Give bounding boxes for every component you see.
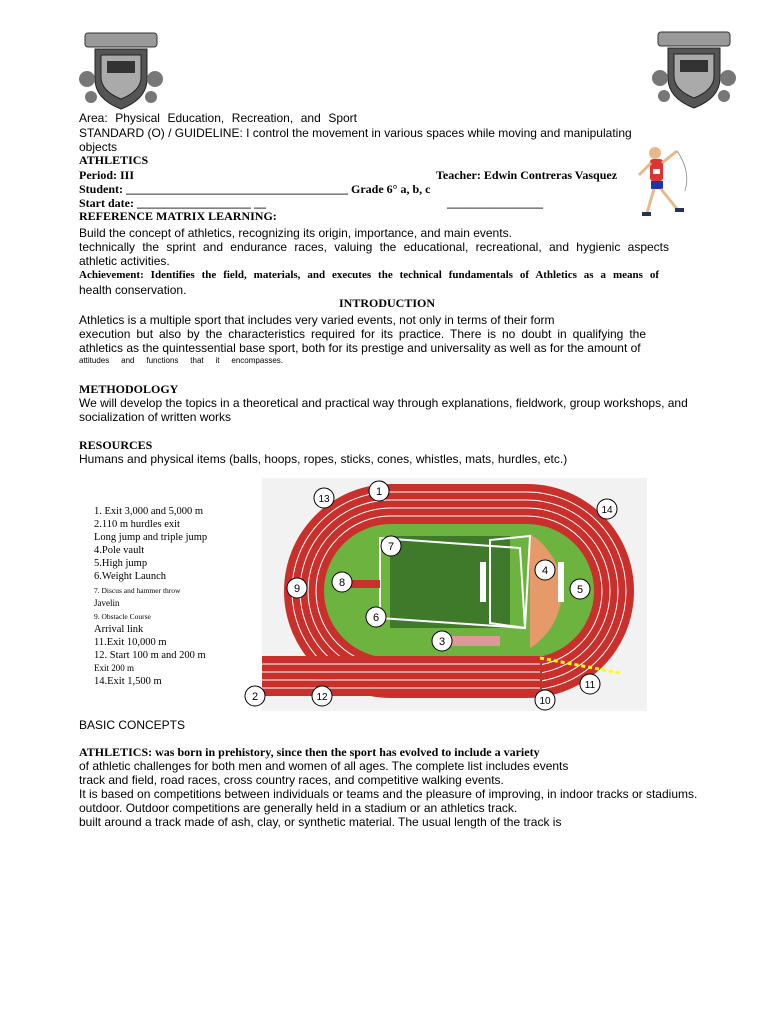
marker-1 <box>369 481 389 501</box>
standard-guideline: STANDARD (O) / GUIDELINE: I control the movement in various spaces while moving and manipulating objects <box>79 126 632 154</box>
legend-item: 12. Start 100 m and 200 m <box>94 650 206 662</box>
reference-heading: REFERENCE MATRIX LEARNING: <box>79 209 277 223</box>
area-word: Recreation, <box>231 111 294 125</box>
start-date: Start date: ___________________ __ <box>79 196 266 210</box>
marker-12 <box>312 686 332 706</box>
marker-label: 2 <box>251 691 259 703</box>
basic-line: built around a track made of ash, clay, or synthetic material. The usual length of the track is <box>79 815 562 829</box>
marker-7 <box>381 536 401 556</box>
marker-label: 1 <box>375 486 383 498</box>
ref-line-3: athletic activities. <box>79 254 170 268</box>
legend-item: 6.Weight Launch <box>94 571 167 583</box>
area-word: Education, <box>167 111 225 125</box>
area-word: and <box>300 111 321 125</box>
marker-label: 13 <box>318 494 330 505</box>
legend-item: Javelin <box>94 597 120 608</box>
marker-14 <box>597 499 617 519</box>
basic-line: outdoor. Outdoor competitions are generally held in a stadium or an athletics track. <box>79 801 518 815</box>
marker-3 <box>432 631 452 651</box>
legend-item: 9. Obstacle Course <box>94 611 151 621</box>
legend-item: 1. Exit 3,000 and 5,000 m <box>94 506 204 517</box>
achievement: Achievement: Identifies the field, materials, and executes the technical fundamentals of Athletics as a means of <box>79 269 659 281</box>
intro-line: execution but also by the characteristics required for its practice. There is no doubt in qualifying the <box>79 327 646 341</box>
track-diagram <box>240 478 647 711</box>
area-word: Sport <box>328 111 357 125</box>
marker-label: 9 <box>293 583 301 595</box>
marker-label: 5 <box>576 584 584 596</box>
marker-6 <box>366 607 386 627</box>
marker-11 <box>580 674 600 694</box>
marker-8 <box>332 572 352 592</box>
school-crest-left-icon <box>77 29 165 115</box>
legend-item: 4.Pole vault <box>94 545 145 557</box>
marker-label: 14 <box>601 505 613 516</box>
marker-label: 10 <box>539 696 551 707</box>
legend-item: 5.High jump <box>94 558 148 570</box>
marker-label: 3 <box>438 636 446 648</box>
legend-item: Long jump and triple jump <box>94 532 208 544</box>
marker-label: 12 <box>316 692 328 703</box>
marker-9 <box>287 578 307 598</box>
marker-label: 7 <box>387 541 395 553</box>
marker-label: 11 <box>584 680 596 691</box>
area-word: Area: <box>79 111 108 125</box>
marker-label: 6 <box>372 612 380 624</box>
student-line: Student: _____________________________________ Grade 6° a, b, c <box>79 182 431 196</box>
resources-line: Humans and physical items (balls, hoops, ropes, sticks, cones, whistles, mats, hurdles, etc.) <box>79 452 568 466</box>
marker-2 <box>245 686 265 706</box>
methodology-line: We will develop the topics in a theoretical and practical way through explanations, fieldwork, group workshops, and <box>79 396 688 410</box>
marker-13 <box>314 488 334 508</box>
teacher: Teacher: Edwin Contreras Vasquez <box>436 168 618 182</box>
legend-item: 11.Exit 10,000 m <box>94 636 167 648</box>
track-legend <box>94 505 207 688</box>
basic-concepts-heading: BASIC CONCEPTS <box>79 718 186 732</box>
introduction-heading: INTRODUCTION <box>338 296 435 310</box>
methodology-line: socialization of written works <box>79 410 232 424</box>
methodology-heading: METHODOLOGY <box>79 382 179 396</box>
intro-small-line: attitudes and functions that it encompasses. <box>79 356 283 365</box>
marker-5 <box>570 579 590 599</box>
marker-4 <box>535 560 555 580</box>
legend-item: Exit 200 m <box>94 663 134 674</box>
ref-line-1: Build the concept of athletics, recognizing its origin, importance, and main events. <box>79 226 512 240</box>
date-blank: ________________ <box>447 196 543 210</box>
marker-label: 4 <box>541 565 549 577</box>
basic-line: It is based on competitions between individuals or teams and the pleasure of improving, in indoor tracks or stadiums. <box>79 787 698 801</box>
area-word: Physical <box>115 111 160 125</box>
basic-line: track and field, road races, cross country races, and competitive walking events. <box>79 773 504 787</box>
period: Period: III <box>79 168 134 182</box>
intro-line: athletics as the quintessential base sport, both for its prestige and universality as well as for the amount of <box>79 341 641 355</box>
ref-line-2: technically the sprint and endurance races, valuing the educational, recreational, and hygienic aspects <box>79 240 669 254</box>
intro-line: Athletics is a multiple sport that includes very varied events, not only in terms of their form <box>79 313 555 327</box>
legend-item: Arrival link <box>94 623 144 635</box>
athletics-title: ATHLETICS <box>79 153 149 167</box>
achievement-tail: health conservation. <box>79 283 187 297</box>
school-crest-right-icon <box>650 28 738 114</box>
resources-heading: RESOURCES <box>79 438 153 452</box>
athletics-definition: ATHLETICS: was born in prehistory, since then the sport has evolved to include a variety <box>79 745 540 759</box>
basic-line: of athletic challenges for both men and women of all ages. The complete list includes events <box>79 759 569 773</box>
area-line <box>79 111 357 125</box>
legend-item: 7. Discus and hammer throw <box>94 585 181 595</box>
marker-label: 8 <box>338 577 346 589</box>
marker-10 <box>535 690 555 710</box>
legend-item: 2.110 m hurdles exit <box>94 519 180 531</box>
legend-item: 14.Exit 1,500 m <box>94 676 162 688</box>
